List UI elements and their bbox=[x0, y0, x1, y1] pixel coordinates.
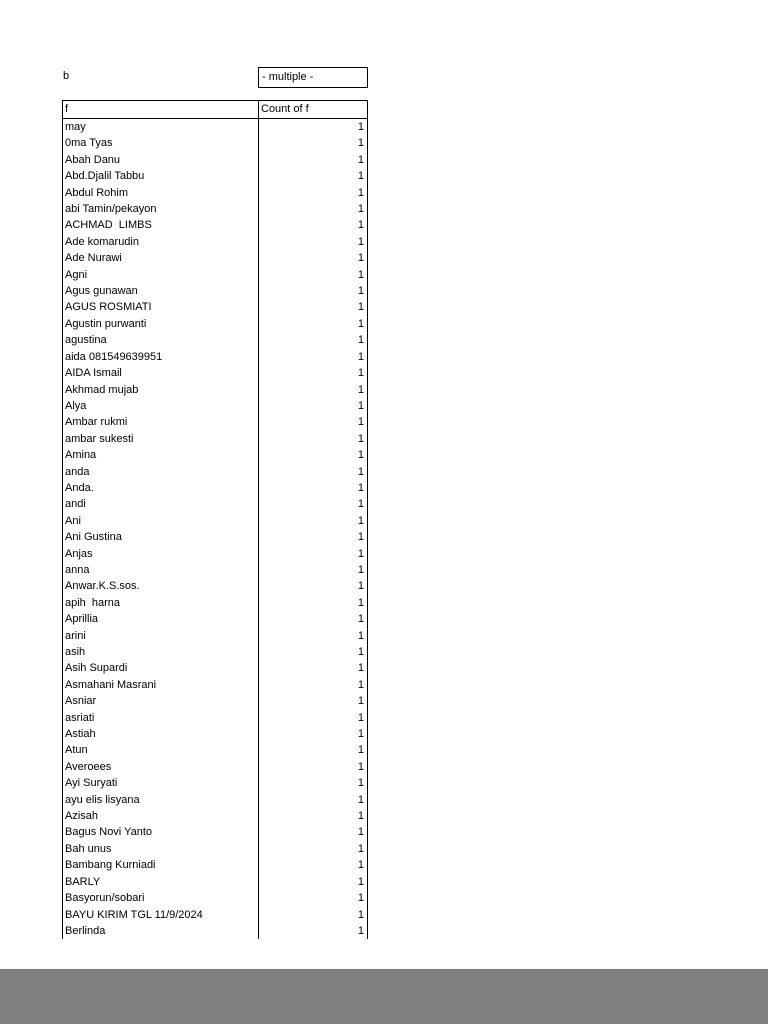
row-count: 1 bbox=[258, 135, 367, 151]
table-row bbox=[63, 857, 367, 873]
table-row bbox=[63, 135, 367, 151]
table-row bbox=[63, 414, 367, 430]
row-count: 1 bbox=[258, 464, 367, 480]
table-row bbox=[63, 496, 367, 512]
table-row bbox=[63, 907, 367, 923]
row-count: 1 bbox=[258, 332, 367, 348]
table-row bbox=[63, 431, 367, 447]
row-count: 1 bbox=[258, 398, 367, 414]
table-row bbox=[63, 365, 367, 381]
pivot-table bbox=[62, 100, 368, 939]
row-label: AIDA Ismail bbox=[65, 367, 122, 380]
row-label: Berlinda bbox=[65, 924, 106, 937]
row-label: Alya bbox=[65, 399, 87, 412]
row-label: Azisah bbox=[65, 810, 99, 823]
table-row bbox=[63, 742, 367, 758]
row-label: Akhmad mujab bbox=[65, 383, 139, 396]
row-label: Agustin purwanti bbox=[65, 317, 147, 330]
row-label: Bambang Kurniadi bbox=[65, 859, 156, 872]
row-count: 1 bbox=[258, 431, 367, 447]
table-row bbox=[63, 628, 367, 644]
table-row bbox=[63, 546, 367, 562]
table-row bbox=[63, 529, 367, 545]
row-count: 1 bbox=[258, 267, 367, 283]
row-count: 1 bbox=[258, 693, 367, 709]
row-count: 1 bbox=[258, 382, 367, 398]
table-row bbox=[63, 890, 367, 906]
table-row bbox=[63, 644, 367, 660]
row-count: 1 bbox=[258, 660, 367, 676]
table-row bbox=[63, 578, 367, 594]
table-row bbox=[63, 923, 367, 939]
row-label: Astiah bbox=[65, 728, 96, 741]
table-row bbox=[63, 299, 367, 315]
row-label: asriati bbox=[65, 711, 95, 724]
row-label: apih harna bbox=[65, 596, 121, 609]
row-count: 1 bbox=[258, 792, 367, 808]
row-count: 1 bbox=[258, 546, 367, 562]
row-label: Atun bbox=[65, 744, 88, 757]
row-label: Asmahani Masrani bbox=[65, 678, 157, 691]
table-row bbox=[63, 710, 367, 726]
row-label: Aprillia bbox=[65, 613, 99, 626]
row-count: 1 bbox=[258, 250, 367, 266]
table-row bbox=[63, 349, 367, 365]
row-count: 1 bbox=[258, 710, 367, 726]
row-label: ayu elis lisyana bbox=[65, 793, 140, 806]
table-row bbox=[63, 283, 367, 299]
row-count: 1 bbox=[258, 152, 367, 168]
row-label: Agni bbox=[65, 268, 88, 281]
row-count: 1 bbox=[258, 299, 367, 315]
table-row bbox=[63, 234, 367, 250]
table-row bbox=[63, 841, 367, 857]
row-count: 1 bbox=[258, 824, 367, 840]
table-row bbox=[63, 595, 367, 611]
table-row bbox=[63, 332, 367, 348]
row-count: 1 bbox=[258, 857, 367, 873]
row-label: 0ma Tyas bbox=[65, 137, 113, 150]
row-label: Ambar rukmi bbox=[65, 416, 128, 429]
table-row bbox=[63, 611, 367, 627]
row-count: 1 bbox=[258, 759, 367, 775]
row-count: 1 bbox=[258, 513, 367, 529]
row-count: 1 bbox=[258, 874, 367, 890]
row-label: Amina bbox=[65, 449, 97, 462]
table-row bbox=[63, 316, 367, 332]
row-count: 1 bbox=[258, 578, 367, 594]
row-count: 1 bbox=[258, 611, 367, 627]
row-count: 1 bbox=[258, 677, 367, 693]
table-row bbox=[63, 775, 367, 791]
row-label: ambar sukesti bbox=[65, 432, 134, 445]
row-count: 1 bbox=[258, 480, 367, 496]
row-label: AGUS ROSMIATI bbox=[65, 301, 152, 314]
row-count: 1 bbox=[258, 841, 367, 857]
table-row bbox=[63, 792, 367, 808]
row-label: Bagus Novi Yanto bbox=[65, 826, 153, 839]
row-count: 1 bbox=[258, 283, 367, 299]
table-row bbox=[63, 480, 367, 496]
row-count: 1 bbox=[258, 644, 367, 660]
table-row bbox=[63, 759, 367, 775]
viewer-background-band bbox=[0, 969, 768, 1024]
row-label: Anwar.K.S.sos. bbox=[65, 580, 140, 593]
row-label: anna bbox=[65, 563, 90, 576]
table-row bbox=[63, 119, 367, 135]
row-label: Abdul Rohim bbox=[65, 186, 128, 199]
table-row bbox=[63, 464, 367, 480]
row-count: 1 bbox=[258, 907, 367, 923]
row-count: 1 bbox=[258, 316, 367, 332]
table-row bbox=[63, 185, 367, 201]
row-count: 1 bbox=[258, 808, 367, 824]
table-row bbox=[63, 874, 367, 890]
row-label: Basyorun/sobari bbox=[65, 892, 145, 905]
row-count: 1 bbox=[258, 349, 367, 365]
table-body bbox=[63, 119, 367, 939]
row-count: 1 bbox=[258, 168, 367, 184]
table-header-row bbox=[63, 101, 367, 119]
row-label: andi bbox=[65, 498, 86, 511]
table-row bbox=[63, 447, 367, 463]
table-row bbox=[63, 217, 367, 233]
row-label: arini bbox=[65, 629, 86, 642]
row-label: BAYU KIRIM TGL 11/9/2024 bbox=[65, 908, 203, 921]
row-count: 1 bbox=[258, 628, 367, 644]
table-row bbox=[63, 808, 367, 824]
row-count: 1 bbox=[258, 234, 367, 250]
column-header-count: Count of f bbox=[258, 101, 367, 118]
table-row bbox=[63, 267, 367, 283]
row-label: Abd.Djalil Tabbu bbox=[65, 170, 145, 183]
row-count: 1 bbox=[258, 414, 367, 430]
row-label: Abah Danu bbox=[65, 153, 121, 166]
row-count: 1 bbox=[258, 185, 367, 201]
row-count: 1 bbox=[258, 742, 367, 758]
row-label: Asniar bbox=[65, 695, 97, 708]
row-count: 1 bbox=[258, 365, 367, 381]
row-count: 1 bbox=[258, 217, 367, 233]
row-label: Ani bbox=[65, 514, 81, 527]
row-label: aida 081549639951 bbox=[65, 350, 163, 363]
row-label: asih bbox=[65, 646, 86, 658]
table-row bbox=[63, 152, 367, 168]
row-label: Ade Nurawi bbox=[65, 252, 122, 265]
table-row bbox=[63, 660, 367, 676]
table-row bbox=[63, 677, 367, 693]
table-row bbox=[63, 382, 367, 398]
row-count: 1 bbox=[258, 201, 367, 217]
row-count: 1 bbox=[258, 726, 367, 742]
row-label: Ani Gustina bbox=[65, 531, 122, 544]
row-label: abi Tamin/pekayon bbox=[65, 203, 157, 216]
row-count: 1 bbox=[258, 562, 367, 578]
table-row bbox=[63, 693, 367, 709]
table-row bbox=[63, 168, 367, 184]
filter-field-label: b bbox=[63, 70, 70, 82]
table-row bbox=[63, 726, 367, 742]
row-label: BARLY bbox=[65, 875, 101, 888]
row-label: Anjas bbox=[65, 547, 93, 560]
row-label: anda bbox=[65, 465, 90, 478]
row-label: Averoees bbox=[65, 760, 112, 773]
row-label: Anda. bbox=[65, 481, 94, 494]
row-label: Asih Supardi bbox=[65, 662, 128, 675]
row-label: may bbox=[65, 121, 86, 133]
table-row bbox=[63, 201, 367, 217]
row-label: Ade komarudin bbox=[65, 235, 139, 248]
table-row bbox=[63, 824, 367, 840]
row-count: 1 bbox=[258, 496, 367, 512]
row-count: 1 bbox=[258, 595, 367, 611]
row-label: Ayi Suryati bbox=[65, 777, 118, 790]
filter-value-cell[interactable]: - multiple - bbox=[258, 67, 368, 88]
table-row bbox=[63, 562, 367, 578]
table-row bbox=[63, 250, 367, 266]
row-label: Bah unus bbox=[65, 842, 112, 855]
column-header-row-labels: f bbox=[65, 103, 69, 115]
row-label: Agus gunawan bbox=[65, 285, 138, 298]
row-count: 1 bbox=[258, 529, 367, 545]
row-label: ACHMAD LIMBS bbox=[65, 219, 152, 232]
row-count: 1 bbox=[258, 890, 367, 906]
row-label: agustina bbox=[65, 334, 107, 347]
table-row bbox=[63, 398, 367, 414]
row-count: 1 bbox=[258, 119, 367, 135]
row-count: 1 bbox=[258, 447, 367, 463]
table-row bbox=[63, 513, 367, 529]
row-count: 1 bbox=[258, 923, 367, 939]
row-count: 1 bbox=[258, 775, 367, 791]
